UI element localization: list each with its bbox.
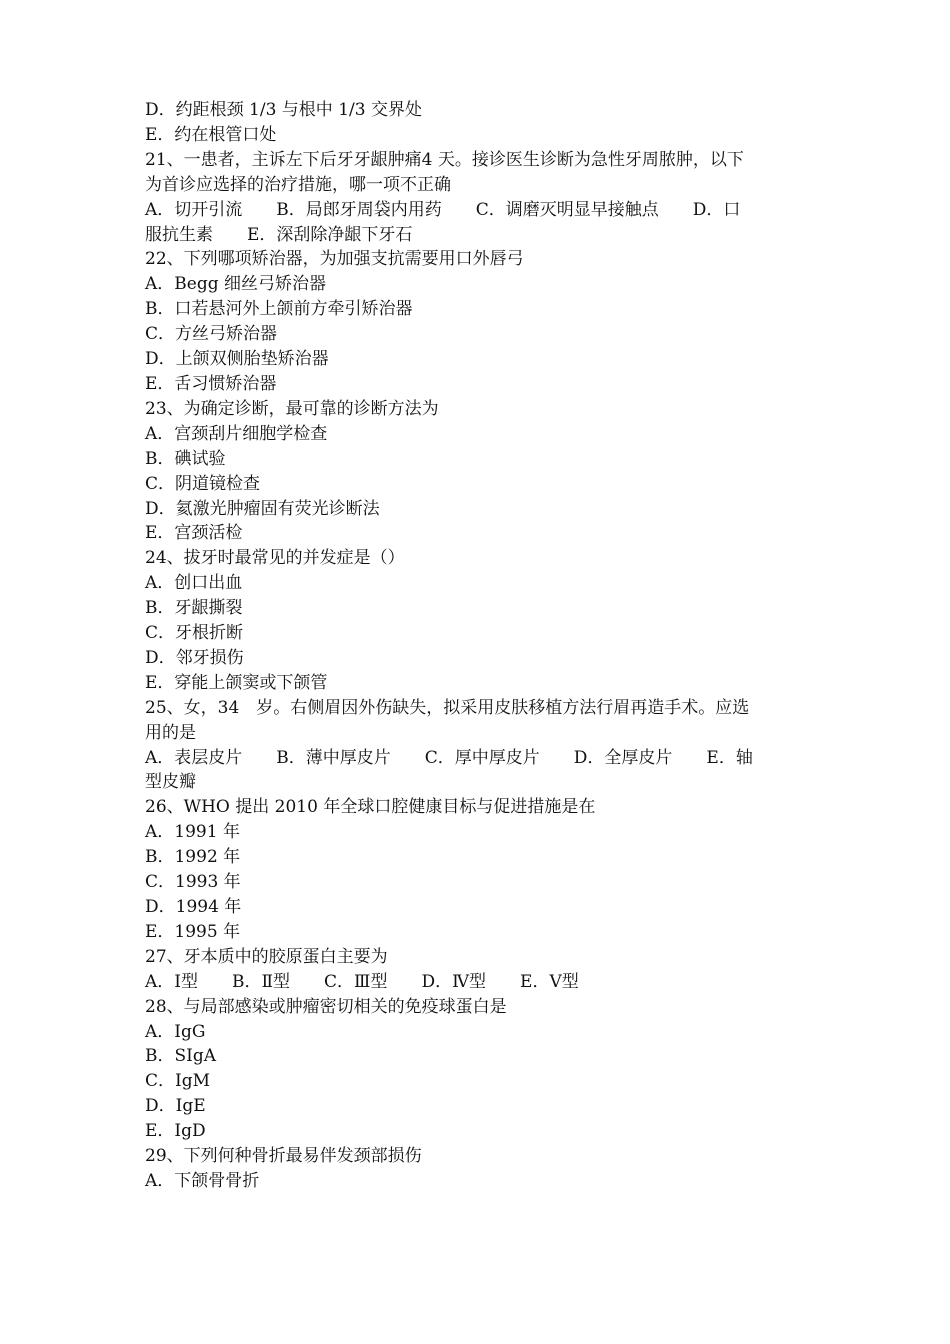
question-24-stem: 24、拔牙时最常见的并发症是（） bbox=[145, 548, 405, 569]
option-line: D．IgE bbox=[145, 1096, 206, 1117]
question-23-stem: 23、为确定诊断，最可靠的诊断方法为 bbox=[145, 398, 439, 419]
option-line: B．碘试验 bbox=[145, 448, 226, 469]
question-29-stem: 29、下列何种骨折最易伴发颈部损伤 bbox=[145, 1146, 422, 1167]
option-line: E．1995 年 bbox=[145, 921, 241, 942]
option-line: C．IgM bbox=[145, 1071, 211, 1092]
option-line: D．上颌双侧胎垫矫治器 bbox=[145, 349, 329, 370]
question-27-stem: 27、牙本质中的胶原蛋白主要为 bbox=[145, 946, 388, 967]
option-line: E．穿能上颌窦或下颌管 bbox=[145, 672, 328, 693]
option-line: C．1993 年 bbox=[145, 872, 241, 893]
option-line: D．1994 年 bbox=[145, 897, 242, 917]
option-line: E．舌习惯矫治器 bbox=[145, 373, 277, 394]
option-line: A．创口出血 bbox=[145, 573, 243, 594]
option-line: A．下颌骨骨折 bbox=[145, 1170, 260, 1191]
option-line: C．方丝弓矫治器 bbox=[145, 324, 278, 345]
text-line: 型皮瓣 bbox=[145, 772, 196, 793]
question-text bbox=[145, 98, 815, 1194]
text-line: 服抗生素 E．深刮除净龈下牙石 bbox=[145, 224, 413, 245]
option-line: A．宫颈刮片细胞学检查 bbox=[145, 423, 328, 444]
option-line: B．1992 年 bbox=[145, 847, 241, 868]
question-27-options: A．Ⅰ型 B．Ⅱ型 C．Ⅲ型 D．Ⅳ型 E．Ⅴ型 bbox=[145, 971, 579, 992]
option-line: C．牙根折断 bbox=[145, 623, 244, 644]
question-21-stem: 21、一患者，主诉左下后牙牙龈肿痛4 天。接诊医生诊断为急性牙周脓肿，以下 bbox=[145, 149, 744, 170]
option-line: A．1991 年 bbox=[145, 822, 240, 843]
text-line: E．约在根管口处 bbox=[145, 124, 277, 145]
option-line: D．邻牙损伤 bbox=[145, 647, 244, 668]
option-line: A．Begg 细丝弓矫治器 bbox=[145, 274, 326, 295]
option-line: E．IgD bbox=[145, 1121, 206, 1142]
text-line: 用的是 bbox=[145, 722, 196, 743]
question-21-options: A．切开引流 B．局郎牙周袋内用药 C．调磨灭明显早接触点 D．口 bbox=[145, 199, 741, 220]
option-line: B．口若悬河外上颌前方牵引矫治器 bbox=[145, 299, 413, 320]
question-28-stem: 28、与局部感染或肿瘤密切相关的免疫球蛋白是 bbox=[145, 996, 507, 1017]
text-line: 为首诊应选择的治疗措施，哪一项不正确 bbox=[145, 174, 451, 195]
question-26-stem: 26、WHO 提出 2010 年全球口腔健康目标与促进措施是在 bbox=[145, 797, 596, 818]
question-22-stem: 22、下列哪项矫治器，为加强支抗需要用口外唇弓 bbox=[145, 249, 524, 270]
option-line: D．氦激光肿瘤固有荧光诊断法 bbox=[145, 498, 380, 519]
option-line: E．宫颈活检 bbox=[145, 523, 243, 544]
option-line: A．IgG bbox=[145, 1021, 206, 1042]
question-25-stem: 25、女，34 岁。右侧眉因外伤缺失，拟采用皮肤移植方法行眉再造手术。应选 bbox=[145, 697, 750, 718]
question-25-options: A．表层皮片 B．薄中厚皮片 C．厚中厚皮片 D．全厚皮片 E．轴 bbox=[145, 747, 753, 768]
option-line: C．阴道镜检查 bbox=[145, 473, 261, 494]
option-line: B．SIgA bbox=[145, 1046, 217, 1067]
option-line: B．牙龈撕裂 bbox=[145, 598, 243, 619]
text-line: D．约距根颈 1/3 与根中 1/3 交界处 bbox=[145, 100, 422, 120]
